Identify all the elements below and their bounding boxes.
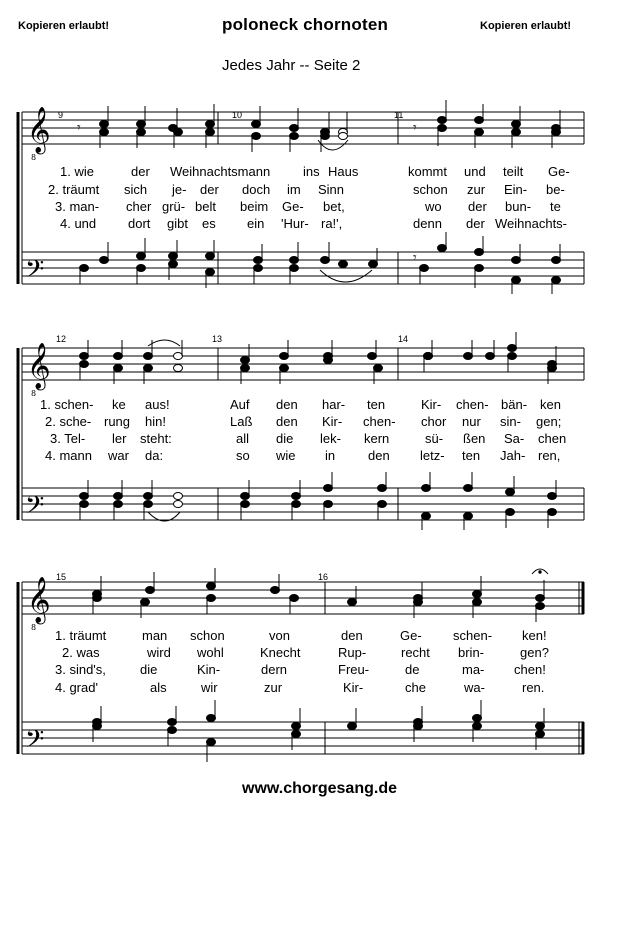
lyric-syllable: te: [550, 199, 561, 214]
lyric-syllable: wie: [276, 448, 296, 463]
lyric-syllable: 3. Tel-: [50, 431, 86, 446]
bass-staff-3: [22, 722, 584, 754]
lyric-syllable: sin-: [500, 414, 521, 429]
lyric-syllable: wird: [147, 645, 171, 660]
lyric-syllable: Rup-: [338, 645, 367, 660]
svg-text:8: 8: [31, 623, 37, 632]
lyric-syllable: grü-: [162, 199, 186, 214]
lyric-syllable: zur: [264, 680, 283, 695]
lyric-syllable: 2. träumt: [48, 182, 100, 197]
lyric-syllable: recht: [401, 645, 430, 660]
lyric-syllable: im: [287, 182, 301, 197]
lyric-syllable: har-: [322, 397, 346, 412]
lyric-syllable: rung: [104, 414, 131, 429]
lyric-syllable: 2. sche-: [45, 414, 92, 429]
lyric-syllable: schon: [190, 628, 225, 643]
treble-clef-icon: 𝄞: [27, 107, 51, 153]
lyric-syllable: be-: [546, 182, 565, 197]
lyric-syllable: schen-: [453, 628, 493, 643]
lyric-syllable: die: [276, 431, 294, 446]
lyric-syllable: 4. grad': [55, 680, 98, 695]
lyric-syllable: ins: [303, 164, 320, 179]
lyric-syllable: kommt: [408, 164, 447, 179]
svg-text:8: 8: [31, 389, 37, 398]
lyric-syllable: bet,: [323, 199, 345, 214]
lyric-syllable: bun-: [505, 199, 532, 214]
lyric-syllable: Kin-: [197, 662, 221, 677]
bar-number: 14: [398, 334, 409, 344]
notes-system-2: [80, 332, 557, 384]
lyric-syllable: man: [142, 628, 168, 643]
lyric-syllable: ßen: [463, 431, 486, 446]
lyric-syllable: ren,: [538, 448, 561, 463]
lyric-syllable: die: [140, 662, 158, 677]
lyric-syllable: ein: [247, 216, 265, 231]
lyric-syllable: gen;: [536, 414, 562, 429]
lyric-syllable: Ein-: [504, 182, 528, 197]
lyric-syllable: belt: [195, 199, 216, 214]
lyric-syllable: je-: [172, 182, 187, 197]
bar-number: 10: [232, 110, 243, 120]
website-footer: www.chorgesang.de: [242, 780, 397, 797]
lyric-syllable: ma-: [462, 662, 485, 677]
copy-notice-left: Kopieren erlaubt!: [18, 20, 110, 32]
lyric-syllable: 3. man-: [55, 199, 100, 214]
lyric-syllable: der: [131, 164, 150, 179]
lyric-syllable: aus!: [145, 397, 170, 412]
lyric-syllable: 1. schen-: [40, 397, 94, 412]
lyric-syllable: Kir-: [322, 414, 343, 429]
lyric-syllable: Haus: [328, 164, 359, 179]
lyric-syllable: nur: [462, 414, 481, 429]
lyric-syllable: Kir-: [421, 397, 442, 412]
lyric-syllable: wo: [425, 199, 442, 214]
bass-staff-2: [22, 488, 584, 520]
lyric-syllable: ken: [540, 397, 561, 412]
treble-clef-icon: 𝄞: [27, 343, 51, 389]
lyric-syllable: zur: [467, 182, 486, 197]
lyric-syllable: 1. wie: [60, 164, 94, 179]
lyric-syllable: den: [341, 628, 363, 643]
bar-number: 15: [56, 572, 67, 582]
lyric-syllable: lek-: [320, 431, 341, 446]
lyric-syllable: sich: [124, 182, 148, 197]
lyric-syllable: wa-: [464, 680, 485, 695]
lyric-syllable: 4. mann: [45, 448, 92, 463]
lyric-syllable: Auf: [230, 397, 250, 412]
lyric-syllable: steht:: [140, 431, 172, 446]
lyric-syllable: all: [236, 431, 250, 446]
lyric-syllable: Freu-: [338, 662, 370, 677]
lyric-syllable: Sinn: [318, 182, 345, 197]
lyric-syllable: Laß: [230, 414, 253, 429]
lyric-syllable: 'Hur-: [281, 216, 309, 231]
svg-text:𝄾: 𝄾: [413, 120, 417, 136]
lyric-syllable: ten: [462, 448, 481, 463]
lyric-syllable: war: [108, 448, 129, 463]
lyric-syllable: Kir-: [343, 680, 364, 695]
bar-number: 13: [212, 334, 223, 344]
lyric-syllable: den: [368, 448, 390, 463]
svg-text:𝄾: 𝄾: [77, 120, 81, 136]
lyric-syllable: kern: [364, 431, 390, 446]
lyric-syllable: der: [200, 182, 219, 197]
lyric-syllable: Knecht: [260, 645, 301, 660]
lyric-syllable: wohl: [197, 645, 224, 660]
lyric-syllable: chen!: [514, 662, 546, 677]
lyric-syllable: Jah-: [500, 448, 526, 463]
bar-number: 9: [58, 110, 64, 120]
lyric-syllable: Ge-: [282, 199, 304, 214]
lyric-syllable: chen: [538, 431, 567, 446]
treble-clef-icon: 𝄞: [27, 577, 51, 623]
lyric-syllable: von: [269, 628, 290, 643]
copy-notice-right: Kopieren erlaubt!: [480, 20, 572, 32]
lyric-syllable: chen-: [456, 397, 489, 412]
bass-clef-icon: 𝄢: [25, 491, 45, 526]
lyric-syllable: Weihnachts-: [495, 216, 568, 231]
treble-staff-2: [22, 348, 584, 380]
lyric-syllable: wir: [201, 680, 218, 695]
lyric-syllable: schon: [413, 182, 448, 197]
lyric-syllable: in: [325, 448, 336, 463]
lyric-syllable: denn: [413, 216, 442, 231]
bar-number: 16: [318, 572, 329, 582]
lyric-syllable: cher: [126, 199, 152, 214]
lyric-syllable: Ge-: [548, 164, 570, 179]
treble-staff-1: [22, 112, 584, 144]
lyric-syllable: Ge-: [400, 628, 422, 643]
svg-text:𝄾: 𝄾: [413, 250, 417, 266]
lyric-syllable: 3. sind's,: [55, 662, 106, 677]
lyric-syllable: teilt: [503, 164, 524, 179]
lyric-syllable: gibt: [167, 216, 188, 231]
lyric-syllable: dern: [261, 662, 288, 677]
lyric-syllable: es: [202, 216, 216, 231]
bass-clef-icon: 𝄢: [25, 255, 45, 290]
lyric-syllable: und: [464, 164, 486, 179]
lyric-syllable: chor: [421, 414, 447, 429]
lyric-syllable: gen?: [520, 645, 549, 660]
lyric-syllable: beim: [240, 199, 269, 214]
bar-number: 11: [394, 110, 404, 120]
lyric-syllable: den: [276, 397, 298, 412]
lyric-syllable: Weihnachtsmann: [170, 164, 271, 179]
lyric-syllable: che: [405, 680, 426, 695]
lyric-syllable: ken!: [522, 628, 547, 643]
lyric-syllable: ten: [367, 397, 386, 412]
lyric-syllable: Sa-: [504, 431, 525, 446]
lyric-syllable: ler: [112, 431, 127, 446]
lyric-syllable: der: [466, 216, 485, 231]
treble-staff-3: [22, 582, 584, 614]
lyric-syllable: de: [405, 662, 420, 677]
lyric-syllable: hin!: [145, 414, 166, 429]
lyric-syllable: der: [468, 199, 487, 214]
lyric-syllable: brin-: [458, 645, 485, 660]
lyric-syllable: sü-: [425, 431, 444, 446]
lyric-syllable: als: [150, 680, 167, 695]
lyric-syllable: doch: [242, 182, 271, 197]
lyric-syllable: dort: [128, 216, 151, 231]
lyric-syllable: letz-: [420, 448, 445, 463]
lyric-syllable: den: [276, 414, 298, 429]
lyric-syllable: da:: [145, 448, 164, 463]
page-subtitle: Jedes Jahr -- Seite 2: [222, 57, 361, 74]
svg-text:8: 8: [31, 153, 37, 162]
lyric-syllable: 2. was: [62, 645, 100, 660]
bass-clef-icon: 𝄢: [25, 725, 45, 760]
page-title: poloneck chornoten: [222, 15, 389, 34]
lyric-syllable: 1. träumt: [55, 628, 107, 643]
lyric-syllable: ke: [112, 397, 126, 412]
lyric-syllable: bän-: [501, 397, 528, 412]
lyric-syllable: chen-: [363, 414, 396, 429]
lyric-syllable: 4. und: [60, 216, 97, 231]
bar-number: 12: [56, 334, 67, 344]
lyric-syllable: so: [236, 448, 250, 463]
lyric-syllable: ra!',: [321, 216, 343, 231]
lyric-syllable: ren.: [522, 680, 545, 695]
